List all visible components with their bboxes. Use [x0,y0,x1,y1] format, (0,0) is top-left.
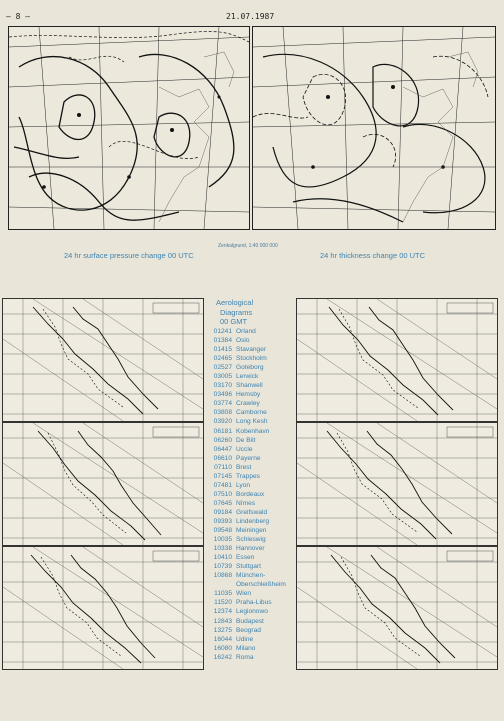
station-row [206,490,298,499]
station-list [206,327,298,662]
station-code: 03005 [213,373,232,381]
station-row [206,553,298,562]
station-code: 16044 [213,635,232,643]
station-row [206,617,298,626]
left-map-caption: 24 hr surface pressure change 00 UTC [64,251,194,260]
legend-title-line: Diagrams [220,307,253,317]
station-name: Greifswald [236,508,268,516]
station-name: Brest [236,463,252,471]
station-code: 09393 [213,517,232,525]
station-code: 02465 [213,355,232,363]
legend-title [216,298,296,327]
station-row [206,408,298,417]
station-name: Wien [236,590,252,598]
station-code: 03808 [213,409,232,417]
station-code: 07645 [213,499,232,507]
station-code: 07510 [213,490,232,498]
station-code: 03920 [213,418,232,426]
station-code: 10868 [213,572,232,580]
station-code: 16242 [213,653,232,661]
station-row [206,635,298,644]
station-row [206,508,298,517]
station-code: 10410 [213,554,232,562]
aerological-diagram [2,546,204,670]
station-code: 03496 [213,391,232,399]
station-row [206,481,298,490]
station-row [206,454,298,463]
station-name: Oslo [236,337,250,345]
station-name: De Bilt [236,436,256,444]
station-row [206,526,298,535]
station-name: Oberschleißheim [236,581,286,589]
aerological-diagram [2,298,204,422]
station-code: 01415 [213,346,232,354]
station-row [206,517,298,526]
station-name: Kobenhavn [236,427,270,435]
station-code: 02527 [213,364,232,372]
surface-pressure-change-map [8,26,250,230]
station-name: Meiningen [236,527,267,535]
station-row [206,463,298,472]
station-row [206,607,298,616]
station-name: Bordeaux [236,490,265,498]
station-name: Milano [236,644,256,652]
station-name: Long Kesh [236,418,268,426]
thickness-change-map [252,26,496,230]
station-name: Hannover [236,545,265,553]
station-row [206,417,298,426]
station-code: 06610 [213,454,232,462]
station-name: Stockholm [236,355,267,363]
station-row [206,372,298,381]
station-name: Roma [236,653,254,661]
station-row [206,626,298,635]
station-code: 07145 [213,472,232,480]
station-code: 03774 [213,400,232,408]
map-scale-note: Zenkalgrund, 1:40 000 000 [218,243,278,249]
right-map-caption: 24 hr thickness change 00 UTC [320,251,426,260]
station-code: 01384 [213,337,232,345]
station-row [206,598,298,607]
station-row [206,571,298,580]
station-row [206,436,298,445]
station-name: Stavanger [236,346,267,354]
station-code: 11520 [214,599,232,607]
station-name: Praha-Libus [236,599,272,607]
station-row [206,499,298,508]
station-name: Shanwell [236,382,263,390]
station-code: 01241 [213,328,232,335]
station-row [206,653,298,662]
station-name: Goteborg [236,364,264,372]
station-code: 10035 [213,536,232,544]
station-row [206,327,298,336]
station-name: Nîmes [236,499,256,507]
station-row [206,580,298,589]
station-row [206,535,298,544]
station-name: Orland [236,328,256,335]
station-code: 06260 [213,436,232,444]
station-name: Crawley [236,400,260,408]
station-row [206,544,298,553]
station-name: Udine [236,635,254,643]
page-number: – 8 – [6,12,31,21]
station-row [206,336,298,345]
station-code: 13275 [213,626,232,634]
station-row [206,589,298,598]
station-code: 10739 [213,563,232,571]
station-name: Payerne [236,454,261,462]
station-name: Schleswig [236,536,266,544]
station-code [206,580,236,589]
station-name: Budapest [236,617,264,625]
station-name: Uccle [236,445,253,453]
station-name: Camborne [236,409,267,417]
legend-title-line: Aerological [216,298,254,307]
station-row [206,390,298,399]
station-code: 07110 [214,463,232,471]
station-row [206,381,298,390]
station-code: 06447 [213,445,232,453]
station-name: München- [236,572,266,580]
station-code: 09184 [213,508,232,516]
station-code: 09548 [213,527,232,535]
aerological-diagram [296,298,498,422]
station-name: Trappes [236,472,260,480]
station-code: 10338 [213,545,232,553]
page-date: 21.07.1987 [226,12,275,21]
station-code: 03170 [213,382,232,390]
station-name: Hemsby [236,391,261,399]
station-row [206,354,298,363]
station-row [206,562,298,571]
station-name: Legionowo [236,608,268,616]
station-code: 07481 [213,481,232,489]
aerological-diagram [296,422,498,546]
station-row [206,363,298,372]
aerological-diagram [2,422,204,546]
station-row [206,399,298,408]
station-row [206,472,298,481]
station-code: 12843 [213,617,232,625]
station-name: Lerwick [236,373,259,381]
station-name: Lyon [236,481,251,489]
station-code: 16080 [213,644,232,652]
station-name: Lindenberg [236,517,269,525]
station-code: 12374 [213,608,232,616]
aerological-diagram [296,546,498,670]
station-name: Stuttgart [236,563,261,571]
station-code: 11035 [214,590,232,598]
station-row [206,445,298,454]
station-row [206,345,298,354]
station-row [206,644,298,653]
station-name: Beograd [236,626,261,634]
station-row [206,427,298,436]
legend-title-line: 00 GMT [220,317,248,326]
station-code: 06181 [213,427,232,435]
station-name: Essen [236,554,255,562]
